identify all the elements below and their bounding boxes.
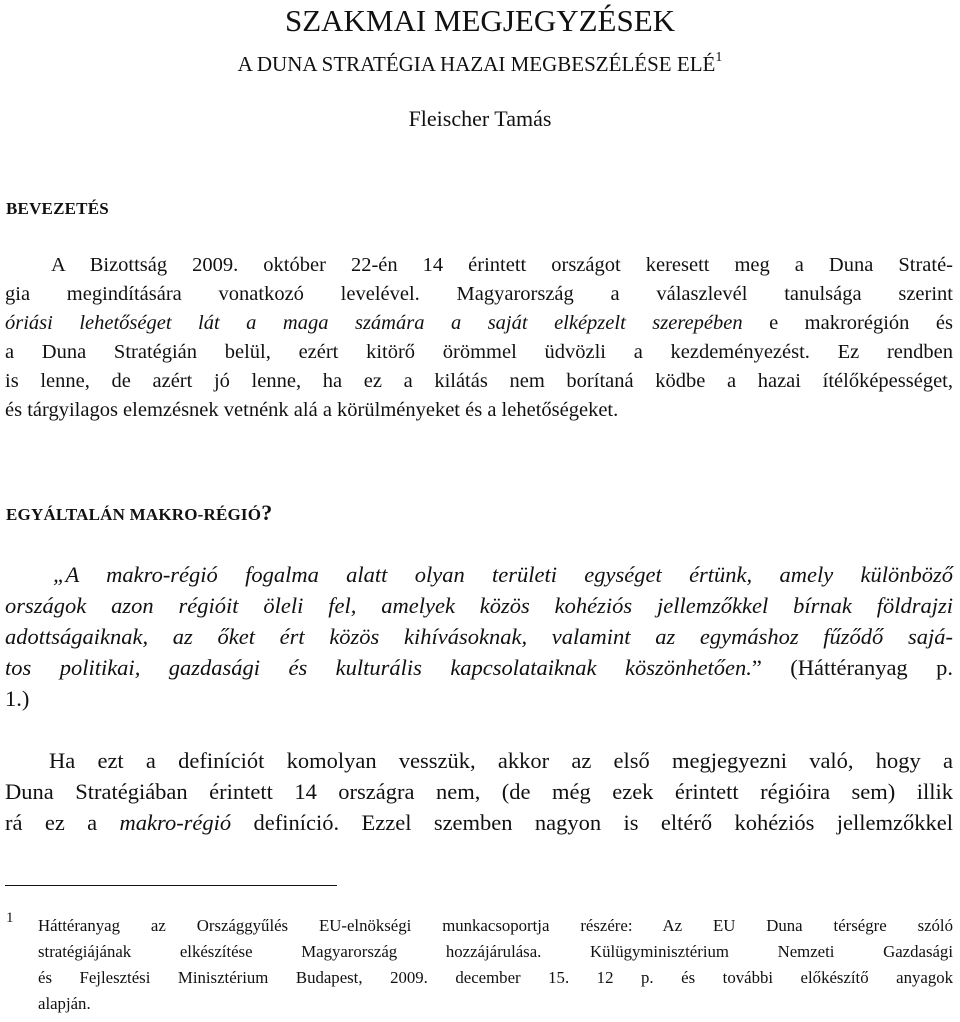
text-line: és tárgyilagos elemzésnek vetnénk alá a körülményeket és a lehetőségeket. [5, 399, 619, 421]
definition-quote [5, 559, 953, 714]
footnote-separator [5, 885, 337, 886]
text-line: a Duna Stratégián belül, ezért kitörő örömmel üdvözli a kezdeményezést. Ez rendben [5, 341, 953, 363]
section-heading-macro-region [6, 502, 272, 526]
text-line [5, 807, 953, 838]
footnote-text [38, 913, 953, 1017]
text-line: gia megindítására vonatkozó levelével. Magyarország a válaszlevél tanulsága szerint [5, 283, 953, 305]
page-subtitle [0, 44, 960, 78]
page-title: SZAKMAI MEGJEGYZÉSEK [284, 3, 676, 38]
text-line [5, 590, 953, 621]
subtitle-text: A DUNA STRATÉGIA HAZAI MEGBESZÉLÉSE ELÉ [237, 52, 716, 76]
text-line: A Bizottság 2009. október 22-én 14 érintett országot keresett meg a Duna Straté- [51, 254, 953, 276]
text-line: 1.) [5, 686, 30, 711]
heading-mark: ? [261, 500, 273, 525]
text-line [5, 652, 953, 683]
text-span: definíció. Ezzel szemben nagyon is eltérő kohéziós jellemzőkkel [231, 810, 953, 835]
italic-text: adottságaiknak, az őket ért közös kihívásoknak, valamint az egymáshoz fűződő sajá- [5, 624, 953, 649]
footnote-ref: 1 [715, 50, 723, 65]
italic-text: „A makro-régió fogalma alatt olyan területi egységet értünk, amely különböző [53, 562, 953, 587]
heading-text: EGYÁLTALÁN MAKRO-RÉGIÓ [6, 505, 262, 524]
text-line: és Fejlesztési Minisztérium Budapest, 2009. december 15. 12 p. és további előkészítő anyagok [38, 968, 953, 987]
introduction-paragraph [5, 251, 953, 425]
text-line: stratégiájának elkészítése Magyarország hozzájárulása. Külügyminisztérium Nemzeti Gazdasági [38, 942, 953, 961]
text-line: Háttéranyag az Országgyűlés EU-elnökségi munkacsoportja részére: Az EU Duna térségre szóló [38, 916, 953, 935]
text-line: Ha ezt a definíciót komolyan vesszük, akkor az első megjegyezni való, hogy a [49, 748, 953, 773]
author-name: Fleischer Tamás [408, 106, 552, 131]
footnote-number: 1 [6, 910, 14, 926]
text-span: e makrorégión és [742, 312, 953, 334]
text-line [5, 559, 953, 590]
citation: ” (Háttéranyag p. [751, 655, 953, 680]
text-span: rá ez a [5, 810, 120, 835]
text-line: is lenne, de azért jó lenne, ha ez a kilátás nem borítaná ködbe a hazai ítélőképességet, [5, 370, 953, 392]
italic-term: makro-régió [119, 810, 232, 835]
italic-text: országok azon régióit öleli fel, amelyek közös kohéziós jellemzőkkel bírnak földrajzi [5, 593, 953, 618]
italic-text: tos politikai, gazdasági és kulturális kapcsolataiknak köszönhetően. [5, 655, 752, 680]
analysis-paragraph [5, 745, 953, 838]
italic-text: óriási lehetőséget lát a maga számára a saját elképzelt szerepében [5, 312, 743, 334]
section-heading-introduction: BEVEZETÉS [6, 199, 109, 218]
text-line: Duna Stratégiában érintett 14 országra nem, (de még ezek érintett régióira sem) illik [5, 779, 953, 804]
text-line [5, 309, 953, 338]
text-line: alapján. [38, 994, 91, 1013]
text-line [5, 621, 953, 652]
